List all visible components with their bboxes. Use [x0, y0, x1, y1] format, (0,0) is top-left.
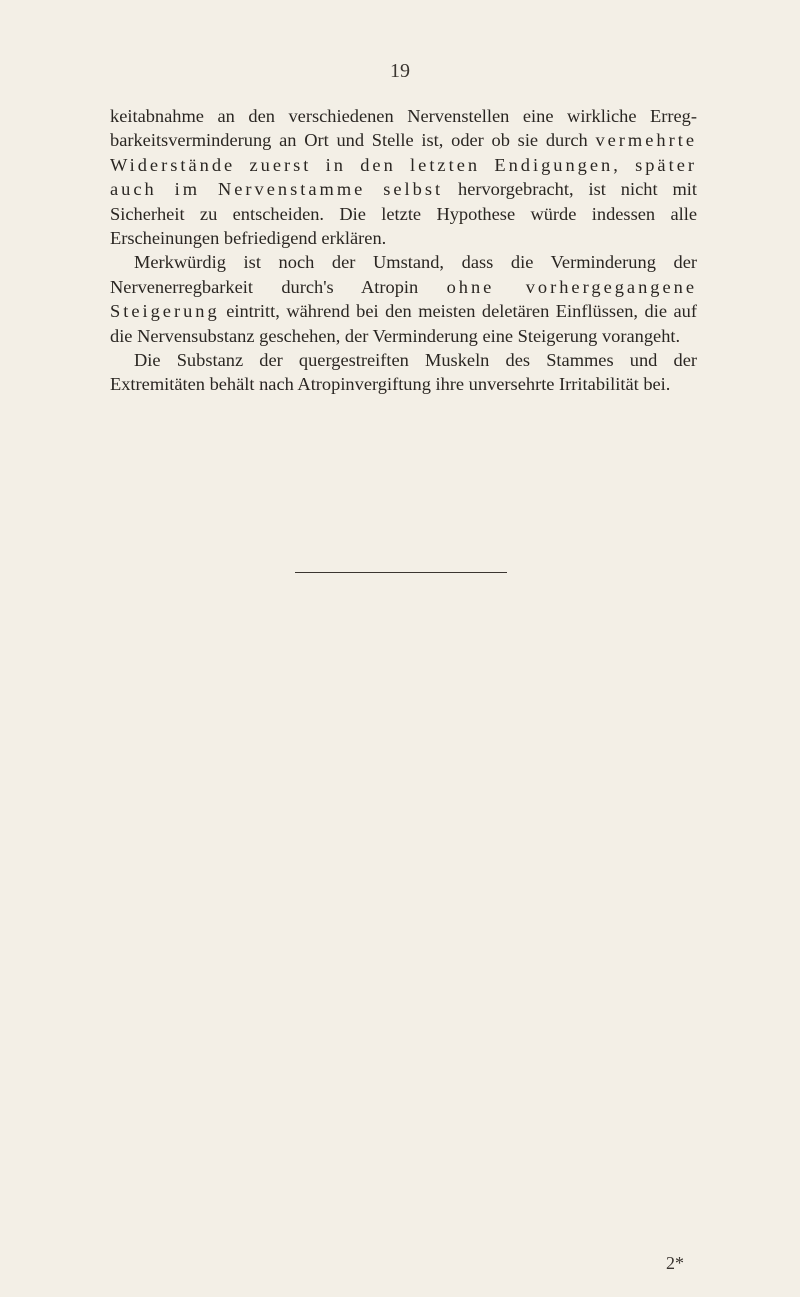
paragraph-1 [110, 104, 697, 250]
text-segment: eintritt, während bei den meisten deletären Einflüssen, die auf die Nervensubstanz geschehen, der Verminderung eine Steigerung vorangeht. [110, 301, 697, 346]
text-segment: keitabnahme an den verschiedenen Nervenstellen eine wirkliche Erregbarkeitsverminderung an Ort und Stelle ist, oder ob sie durch [110, 106, 697, 151]
spaced-emphasis: vermehrte Widerstände zuerst in den letzten Endigungen, später auch im Nervenstamme selbst [110, 130, 697, 200]
text-segment: Die Substanz der quergestreiften Muskeln des Stammes und der Extremitäten behält nach Atropinvergiftung ihre unversehrte Irritabilität bei. [110, 350, 697, 395]
section-divider [295, 572, 507, 573]
page-number: 19 [390, 60, 410, 82]
text-segment: hervorgebracht, ist nicht mit Sicherheit zu entscheiden. Die letzte Hypothese würde indessen alle Erscheinungen befriedigend erklären. [110, 179, 697, 249]
paragraph-2 [110, 250, 697, 348]
paragraph-3 [110, 348, 697, 397]
spaced-emphasis: ohne vorhergegangene Steigerung [110, 276, 698, 322]
body-text [110, 104, 697, 397]
printer-signature-mark: 2* [666, 1253, 684, 1273]
text-segment: Merkwürdig ist noch der Umstand, dass die Verminderung der Nervenerregbarkeit durch's Atropin [110, 252, 697, 297]
